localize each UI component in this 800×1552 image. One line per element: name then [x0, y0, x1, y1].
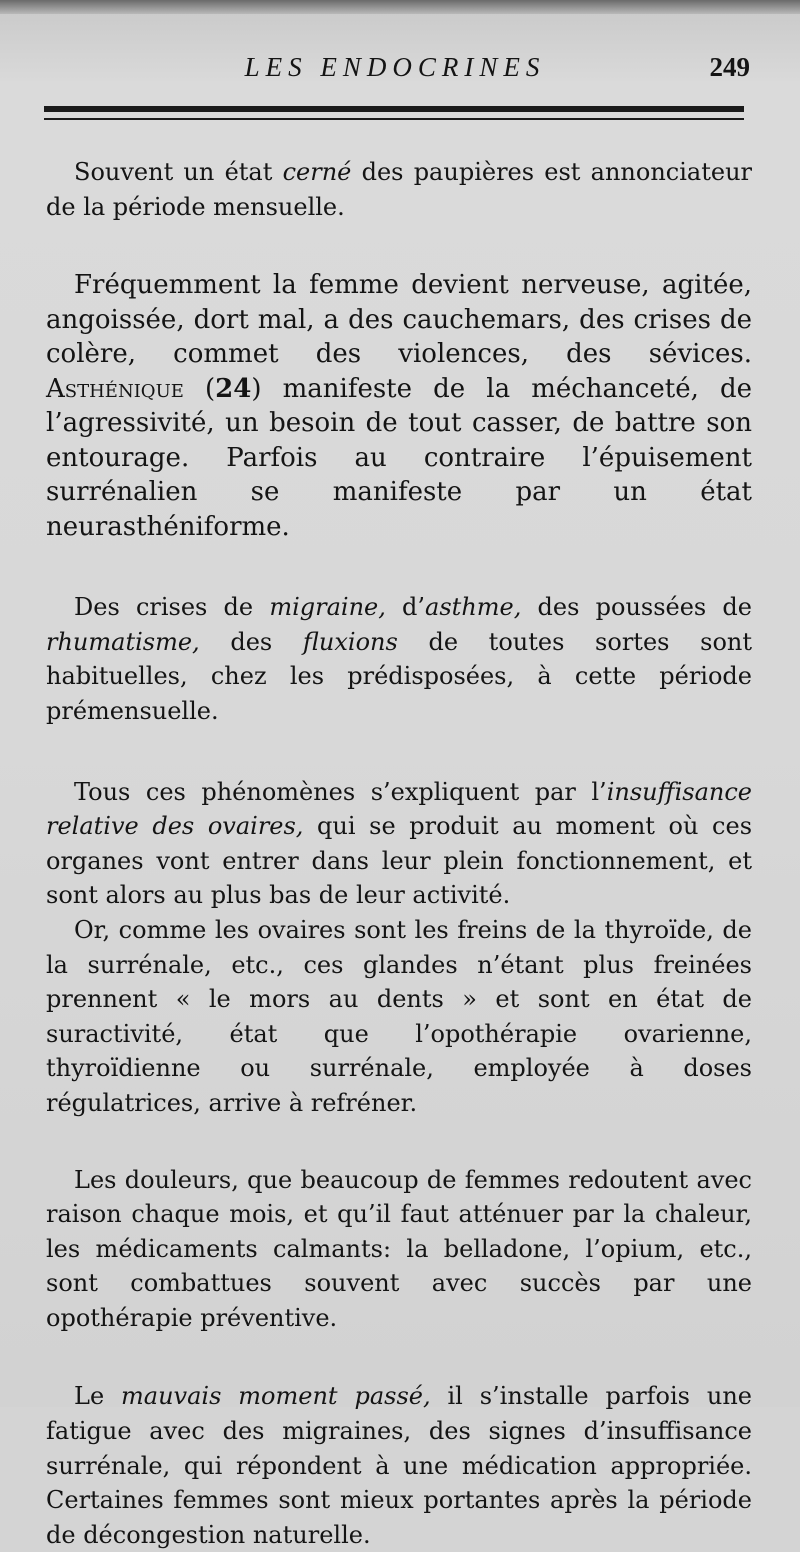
text-run: de toutes sortes sont habituelles, chez les prédisposées, à cette période prémensuelle. — [46, 627, 752, 725]
text-run: des poussées de — [521, 593, 753, 622]
text-run: Or, comme les ovaires sont les freins de la thyroïde, de la surrénale, etc., ces glandes n’étant plus freinées prennent « le mors au dents » et sont en état de suractivité, état que l’opothérapie ovarienne, thyroïdienne ou surrénale, employée à doses régulatrices, arrive à refréner. — [46, 915, 752, 1117]
paragraph-5 — [46, 913, 752, 1121]
italic-run: asthme, — [425, 593, 522, 622]
paragraph-6 — [46, 1163, 752, 1336]
text-run: ( — [183, 373, 216, 404]
text-run: ) manifeste de la méchanceté, de l’agressivité, un besoin de tout casser, de battre son entourage. Parfois au contraire l’épuisement surrénalien se manifeste par un état neurasthéniforme. — [46, 373, 752, 542]
page-top-shadow — [0, 0, 800, 14]
paragraph-3 — [46, 590, 752, 728]
paragraph-2 — [46, 268, 752, 544]
paragraph-7 — [46, 1379, 752, 1552]
text-run: il s’installe parfois une fatigue avec des migraines, des signes d’insuffisance surrénale, qui répondent à une médication appropriée. Certaines femmes sont mieux portantes après la période de décongestion naturelle. — [46, 1382, 753, 1549]
header-rule-thick — [44, 106, 744, 112]
italic-run: cerné — [282, 158, 352, 186]
italic-run: fluxions — [302, 627, 398, 656]
bold-run: 24 — [215, 373, 252, 404]
text-run: Des crises de — [74, 593, 270, 622]
italic-run: mauvais moment passé, — [121, 1382, 431, 1411]
small-caps-run: Asthénique — [46, 373, 184, 404]
header-rule-thin — [44, 118, 744, 120]
text-run: Le — [74, 1382, 122, 1411]
text-run: d’ — [385, 593, 426, 622]
running-title: LES ENDOCRINES — [244, 52, 546, 82]
page-header — [40, 52, 750, 92]
paragraph-1 — [46, 155, 752, 224]
text-run: qui se produit au moment où ces organes vont entrer dans leur plein fonctionnement, et sont alors au plus bas de leur activité. — [46, 812, 753, 910]
text-run: Les douleurs, que beaucoup de femmes redoutent avec raison chaque mois, et qu’il faut atténuer par la chaleur, les médicaments calmants: la belladone, l’opium, etc., sont combattues souvent avec succès par une opothérapie préventive. — [46, 1165, 752, 1332]
text-run: des — [199, 627, 303, 656]
italic-run: insuffisance relative des ovaires, — [46, 777, 752, 841]
paragraph-4 — [46, 775, 752, 913]
italic-run: migraine, — [269, 593, 386, 622]
text-run: Souvent un état — [74, 158, 283, 186]
page-number: 249 — [709, 52, 750, 82]
italic-run: rhumatisme, — [46, 627, 200, 656]
text-run: des paupières est annonciateur de la période mensuelle. — [46, 158, 752, 221]
text-run: Fréquemment la femme devient nerveuse, agitée, angoissée, dort mal, a des cauchemars, des crises de colère, commet des violences, des sévices. — [46, 270, 752, 370]
body-text — [46, 155, 752, 1552]
text-run: Tous ces phénomènes s’expliquent par l’ — [74, 777, 607, 806]
